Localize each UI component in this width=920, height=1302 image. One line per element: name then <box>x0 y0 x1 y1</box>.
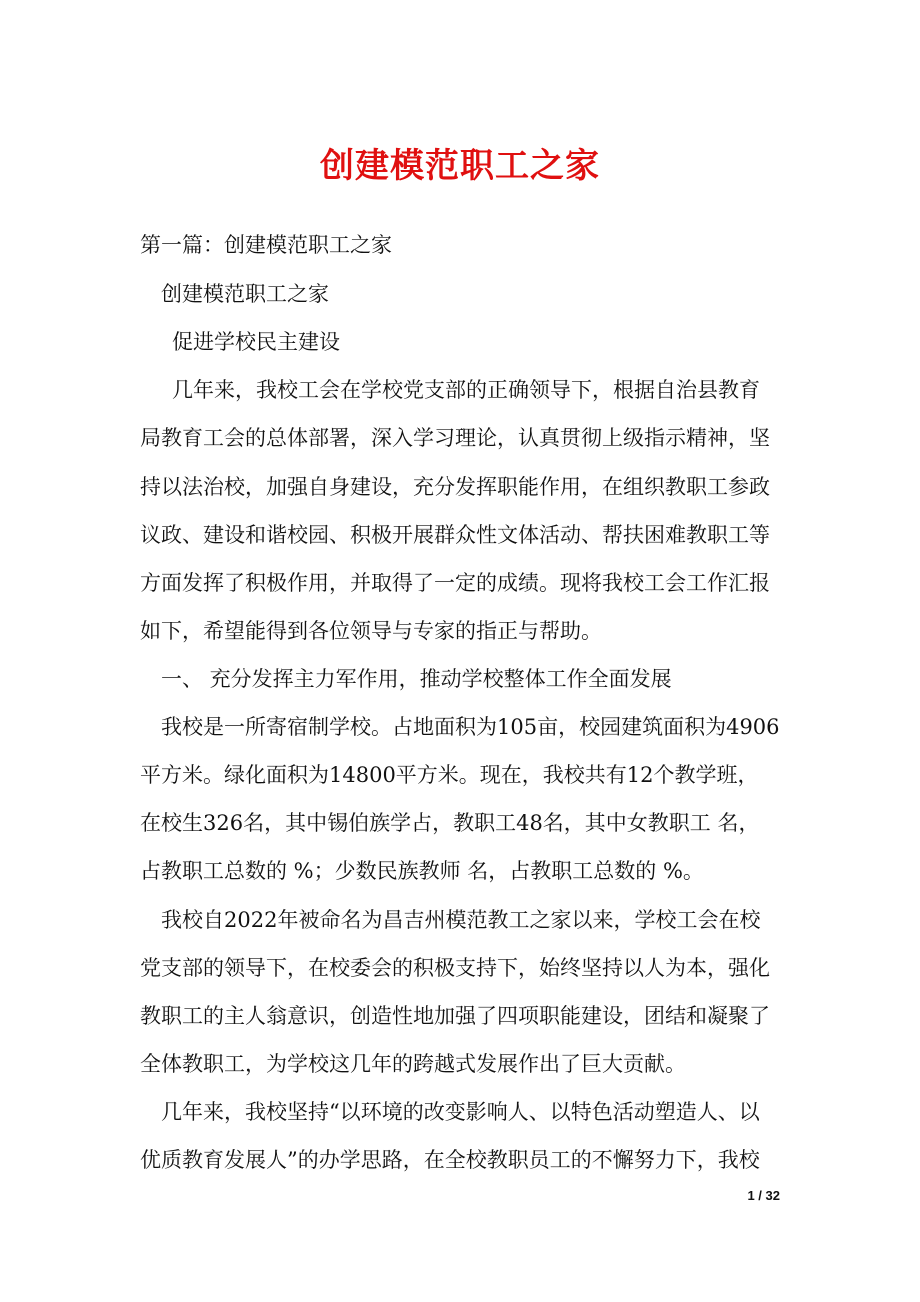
text-line: 党支部的领导下，在校委会的积极支持下，始终坚持以人为本，强化 <box>140 956 770 980</box>
text-line: 教职工的主人翁意识，创造性地加强了四项职能建设，团结和凝聚了 <box>140 1004 770 1028</box>
section-heading: 一、 充分发挥主力军作用，推动学校整体工作全面发展 <box>161 667 672 691</box>
text-line: 议政、建设和谐校园、积极开展群众性文体活动、帮扶困难教职工等 <box>140 523 770 547</box>
text-line: 在校生326名，其中锡伯族学占，教职工48名，其中女教职工 名， <box>140 811 760 835</box>
text-line: 促进学校民主建设 <box>172 330 340 354</box>
text-line: 几年来，我校工会在学校党支部的正确领导下，根据自治县教育 <box>172 378 760 402</box>
text-line: 全体教职工，为学校这几年的跨越式发展作出了巨大贡献。 <box>140 1052 686 1076</box>
text-line: 创建模范职工之家 <box>161 282 329 306</box>
text-line: 几年来，我校坚持“以环境的改变影响人、以特色活动塑造人、以 <box>161 1100 760 1124</box>
text-line: 优质教育发展人”的办学思路，在全校教职员工的不懈努力下，我校 <box>140 1148 760 1172</box>
text-line: 如下，希望能得到各位领导与专家的指正与帮助。 <box>140 619 602 643</box>
text-line: 第一篇：创建模范职工之家 <box>140 233 392 257</box>
document-title: 创建模范职工之家 <box>320 146 600 186</box>
text-line: 我校是一所寄宿制学校。占地面积为105亩，校园建筑面积为4906 <box>161 715 780 739</box>
text-line: 方面发挥了积极作用，并取得了一定的成绩。现将我校工会工作汇报 <box>140 571 770 595</box>
text-line: 占教职工总数的 %；少数民族教师 名，占教职工总数的 %。 <box>140 859 704 883</box>
text-line: 平方米。绿化面积为14800平方米。现在，我校共有12个教学班， <box>140 763 759 787</box>
page-number: 1 / 32 <box>747 1188 780 1203</box>
text-line: 局教育工会的总体部署，深入学习理论，认真贯彻上级指示精神，坚 <box>140 426 770 450</box>
text-line: 持以法治校，加强自身建设，充分发挥职能作用，在组织教职工参政 <box>140 475 770 499</box>
text-line: 我校自2022年被命名为昌吉州模范教工之家以来，学校工会在校 <box>161 908 761 932</box>
